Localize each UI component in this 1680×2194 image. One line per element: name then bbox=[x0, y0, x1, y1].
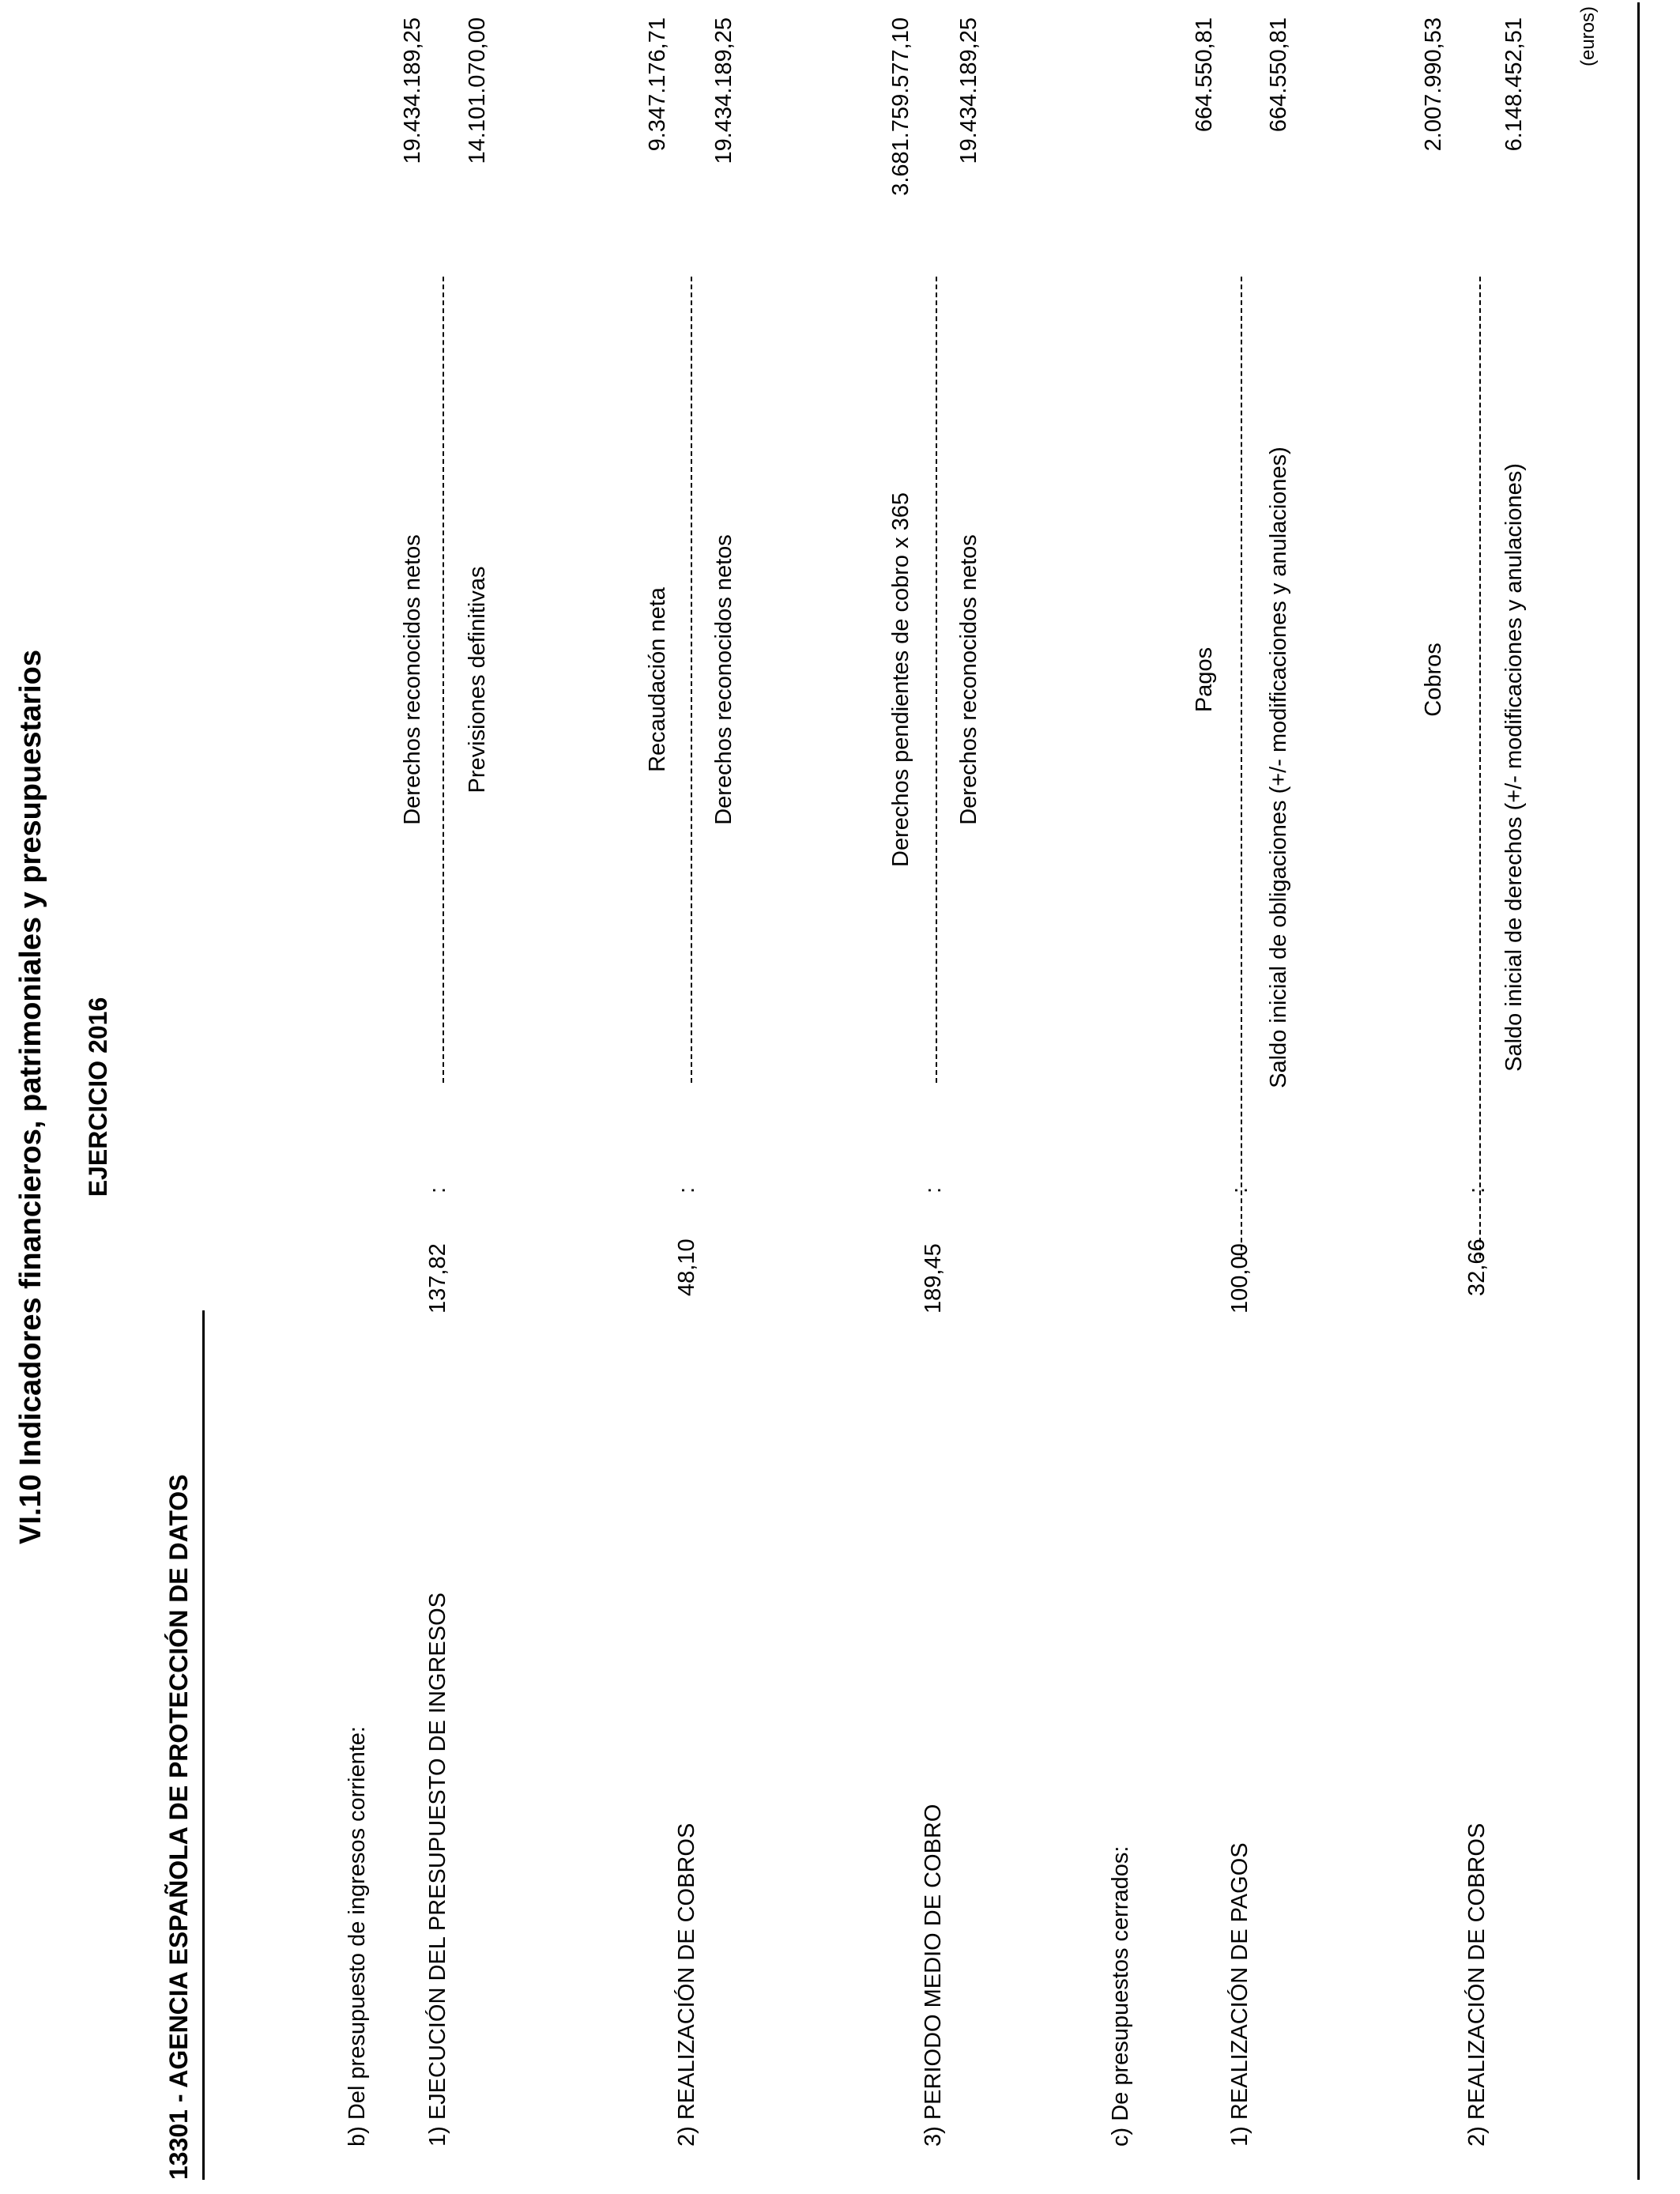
numerator-label: Derechos reconocidos netos bbox=[400, 534, 425, 825]
exercise-label: EJERCICIO 2016 bbox=[84, 997, 112, 1197]
entity-name: 13301 - AGENCIA ESPAÑOLA DE PROTECCIÓN DE DATOS bbox=[164, 1474, 193, 2180]
denominator-value: 664.550,81 bbox=[1266, 17, 1291, 133]
unit-label: (euros) bbox=[1577, 6, 1599, 66]
denominator-label: Derechos reconocidos netos bbox=[956, 534, 981, 825]
denominator-value: 6.148.452,51 bbox=[1501, 17, 1527, 152]
numerator-value: 664.550,81 bbox=[1192, 17, 1217, 133]
numerator-label: Pagos bbox=[1192, 647, 1217, 713]
denominator-value: 19.434.189,25 bbox=[711, 17, 736, 164]
colon: : bbox=[674, 1186, 699, 1193]
numerator-value: 19.434.189,25 bbox=[400, 17, 425, 164]
indicator-value: 32,66 bbox=[1464, 1238, 1490, 1296]
denominator-value: 14.101.070,00 bbox=[465, 17, 490, 164]
colon: : bbox=[1464, 1186, 1490, 1193]
indicator-label: 3) PERIODO MEDIO DE COBRO bbox=[921, 1804, 946, 2147]
colon: : bbox=[1227, 1186, 1252, 1193]
indicator-label: 1) REALIZACIÓN DE PAGOS bbox=[1227, 1842, 1252, 2147]
fraction-line bbox=[443, 277, 444, 1083]
section-heading-c: c) De presupuestos cerrados: bbox=[1108, 1845, 1133, 2147]
indicator-label: 2) REALIZACIÓN DE COBROS bbox=[674, 1823, 699, 2147]
indicator-value: 137,82 bbox=[425, 1243, 450, 1314]
fraction-line bbox=[1241, 277, 1242, 1258]
denominator-label: Saldo inicial de derechos (+/- modificaciones y anulaciones) bbox=[1501, 463, 1527, 1072]
fraction-line bbox=[691, 277, 692, 1083]
indicator-label: 1) EJECUCIÓN DEL PRESUPUESTO DE INGRESOS bbox=[425, 1593, 450, 2147]
numerator-label: Cobros bbox=[1421, 643, 1446, 717]
numerator-label: Recaudación neta bbox=[645, 587, 670, 772]
numerator-value: 2.007.990,53 bbox=[1421, 17, 1446, 152]
indicator-value: 100,00 bbox=[1227, 1243, 1252, 1314]
fraction-line bbox=[1479, 277, 1481, 1258]
fraction-line bbox=[936, 277, 937, 1083]
document-title: VI.10 Indicadores financieros, patrimoniales y presupuestarios bbox=[14, 650, 47, 1544]
section-heading-b: b) Del presupuesto de ingresos corriente: bbox=[345, 1726, 370, 2147]
indicator-value: 189,45 bbox=[921, 1243, 946, 1314]
numerator-value: 3.681.759.577,10 bbox=[888, 17, 913, 196]
denominator-value: 19.434.189,25 bbox=[956, 17, 981, 164]
denominator-label: Previsiones definitivas bbox=[465, 566, 490, 794]
indicator-label: 2) REALIZACIÓN DE COBROS bbox=[1464, 1823, 1490, 2147]
right-border-rule bbox=[1637, 2, 1640, 2180]
denominator-label: Derechos reconocidos netos bbox=[711, 534, 736, 825]
colon: : bbox=[425, 1186, 450, 1193]
indicator-value: 48,10 bbox=[674, 1238, 699, 1296]
colon: : bbox=[921, 1186, 946, 1193]
denominator-label: Saldo inicial de obligaciones (+/- modificaciones y anulaciones) bbox=[1266, 447, 1291, 1088]
entity-underline bbox=[202, 1310, 205, 2180]
numerator-value: 9.347.176,71 bbox=[645, 17, 670, 152]
numerator-label: Derechos pendientes de cobro x 365 bbox=[888, 492, 913, 867]
